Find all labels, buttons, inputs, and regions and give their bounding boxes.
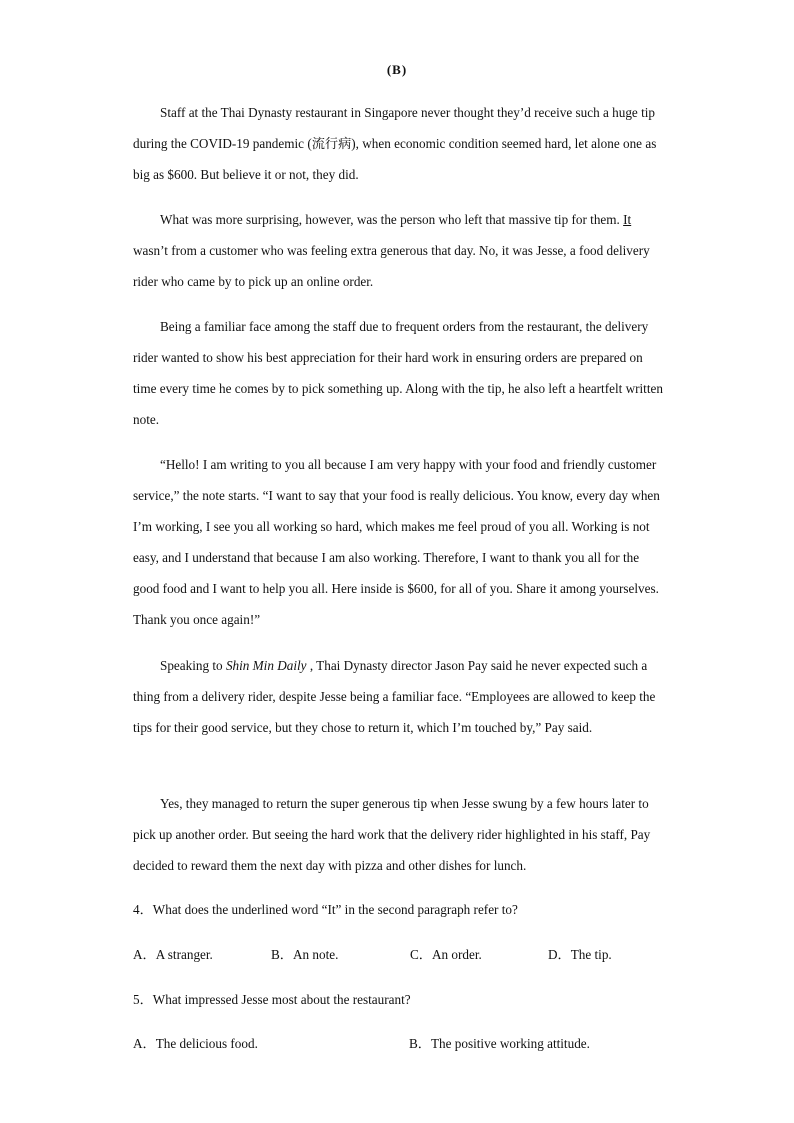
- paragraph-1-text: Staff at the Thai Dynasty restaurant in Singapore never thought they’d receive such a huge tip during the COVID-19 pandemic (流行病), when economic condition seemed hard, let alone one as big as $600. But believe it or not, they did.: [133, 105, 657, 182]
- paragraph-4: [133, 449, 663, 635]
- paragraph-2: [133, 204, 663, 297]
- paragraph-6: [133, 788, 663, 881]
- paragraph-4-text: “Hello! I am writing to you all because I am very happy with your food and friendly customer service,” the note starts. “I want to say that your food is really delicious. You know, every day when I’m working, I see you all working so hard, which makes me feel proud of you all. Working is not easy, and I understand that because I am also working. Therefore, I want to thank you all for the good food and I want to help you all. Here inside is $600, for all of you. Share it among yourselves. Thank you once again!”: [133, 457, 660, 627]
- section-label: (B): [386, 62, 408, 77]
- paragraph-5-text-rest: , Thai Dynasty director Jason Pay said he never expected such a thing from a delivery rider, despite Jesse being a familiar face. “Employees are allowed to keep the tips for their good service, but they chose to return it, which I’m touched by,” Pay said.: [133, 658, 656, 735]
- paragraph-2-text-rest: wasn’t from a customer who was feeling extra generous that day. No, it was Jesse, a food delivery rider who came by to pick up an online order.: [133, 243, 650, 289]
- paragraph-3: [133, 311, 663, 435]
- underlined-word-it: It: [623, 212, 632, 227]
- question-4-stem: 4．What does the underlined word “It” in the second paragraph refer to?: [133, 902, 518, 917]
- paragraph-5-text-start: Speaking to: [160, 658, 226, 673]
- question-5-stem: 5．What impressed Jesse most about the restaurant?: [133, 992, 411, 1007]
- question-4-option-a: A．A stranger.: [133, 947, 213, 962]
- paragraph-6-text: Yes, they managed to return the super generous tip when Jesse swung by a few hours later to pick up another order. But seeing the hard work that the delivery rider highlighted in his staff, Pay decided to reward them the next day with pizza and other dishes for lunch.: [133, 796, 651, 873]
- paragraph-5: [133, 650, 663, 743]
- question-4-option-c: C．An order.: [410, 947, 482, 962]
- paragraph-2-text-start: What was more surprising, however, was the person who left that massive tip for them.: [160, 212, 620, 227]
- question-5-option-a: A．The delicious food.: [133, 1036, 258, 1051]
- newspaper-name: Shin Min Daily: [225, 658, 307, 673]
- paragraph-3-text: Being a familiar face among the staff due to frequent orders from the restaurant, the delivery rider wanted to show his best appreciation for their hard work in ensuring orders are prepared on time every time he comes by to pick something up. Along with the tip, he also left a heartfelt written note.: [133, 319, 663, 427]
- question-5-option-b: B．The positive working attitude.: [409, 1036, 590, 1051]
- question-4-option-b: B．An note.: [271, 947, 339, 962]
- paragraph-1: [133, 97, 663, 190]
- question-4-option-d: D．The tip.: [548, 947, 612, 962]
